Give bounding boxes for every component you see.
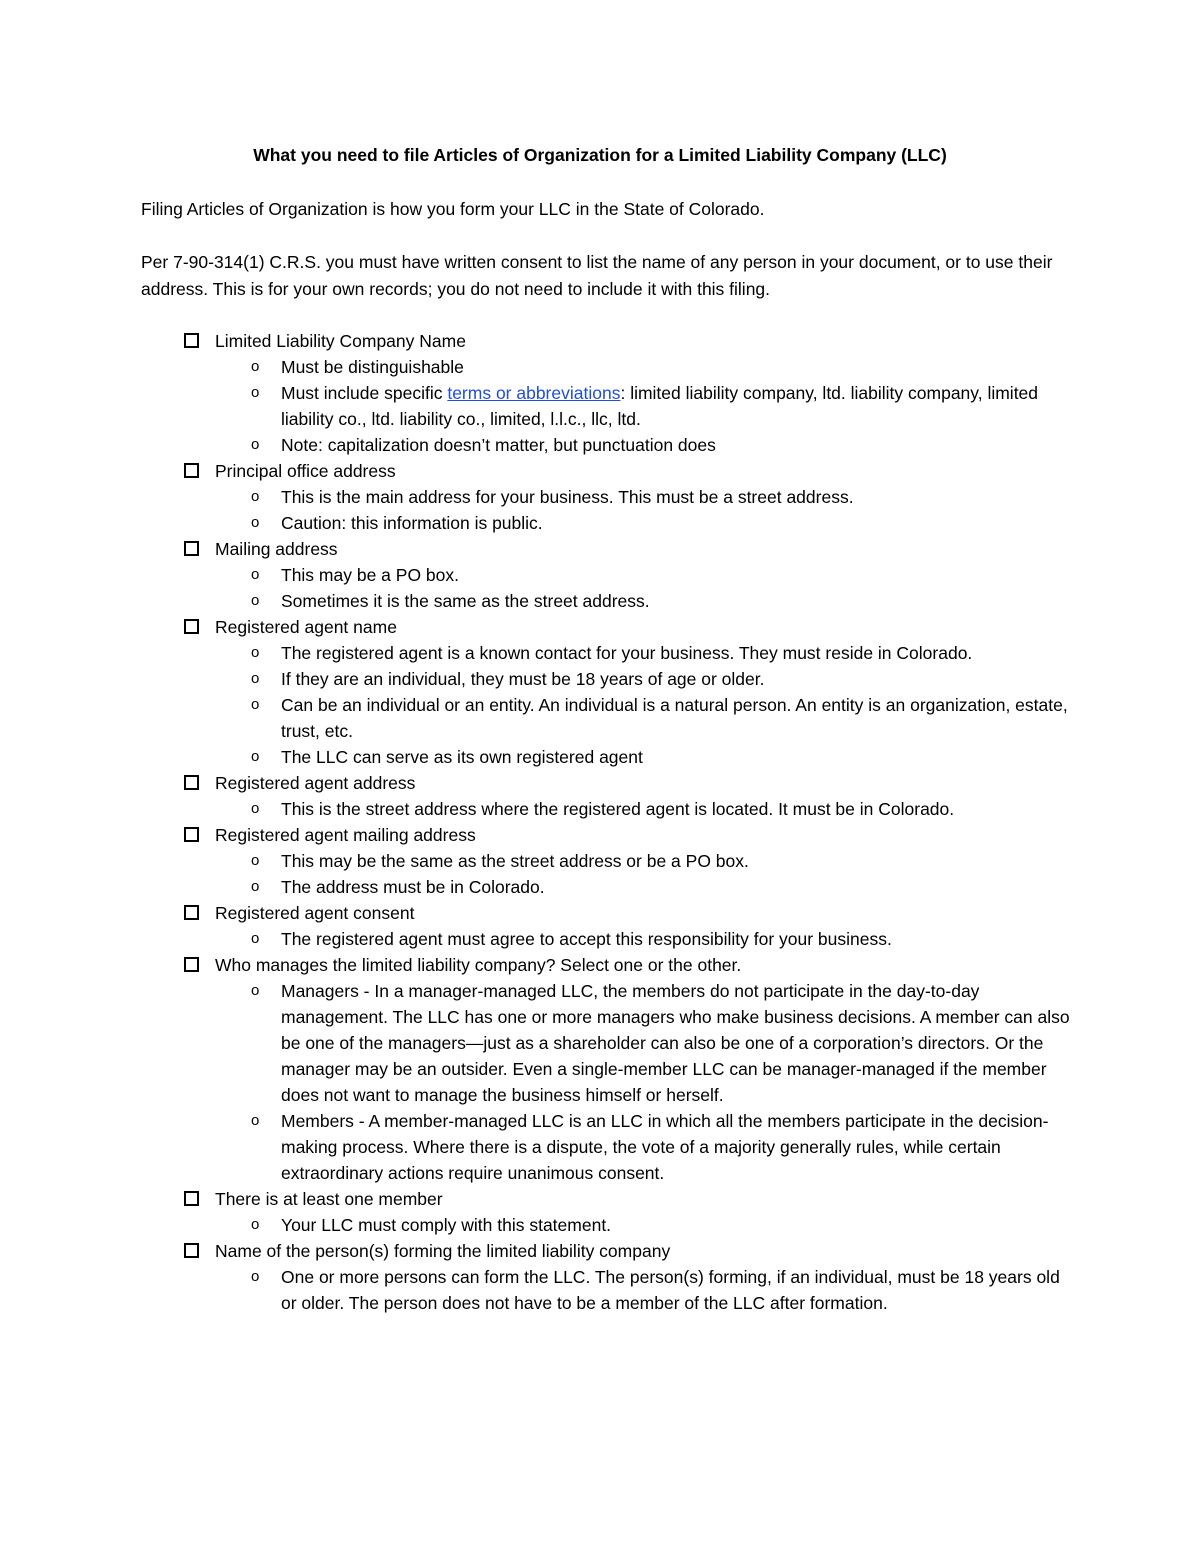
sub-list bbox=[215, 1212, 1071, 1238]
sub-list bbox=[215, 484, 1071, 536]
sub-list bbox=[215, 562, 1071, 614]
sub-item-text: Can be an individual or an entity. An individual is a natural person. An entity is an organization, estate, trust, etc. bbox=[281, 695, 1068, 741]
sub-list-item bbox=[215, 874, 1071, 900]
hollow-bullet-icon: o bbox=[251, 644, 260, 661]
checklist-item bbox=[141, 952, 1071, 1186]
checklist-item-label: Limited Liability Company Name bbox=[215, 331, 466, 351]
document-title: What you need to file Articles of Organization for a Limited Liability Company (LLC) bbox=[253, 145, 947, 165]
checkbox-icon[interactable] bbox=[184, 463, 199, 478]
intro-paragraph: Filing Articles of Organization is how you form your LLC in the State of Colorado. bbox=[141, 199, 765, 219]
hollow-bullet-icon: o bbox=[251, 358, 260, 375]
sub-item-text: One or more persons can form the LLC. The person(s) forming, if an individual, must be 18 years old or older. The person does not have to be a member of the LLC after formation. bbox=[281, 1267, 1060, 1313]
sub-list-item bbox=[215, 1108, 1071, 1186]
checkbox-icon[interactable] bbox=[184, 1243, 199, 1258]
sub-item-text: This is the main address for your business. This must be a street address. bbox=[281, 487, 854, 507]
sub-list bbox=[215, 640, 1071, 770]
checklist-item-label: Name of the person(s) forming the limited liability company bbox=[215, 1241, 671, 1261]
checkbox-icon[interactable] bbox=[184, 619, 199, 634]
sub-list bbox=[215, 926, 1071, 952]
sub-item-text: The registered agent is a known contact for your business. They must reside in Colorado. bbox=[281, 643, 973, 663]
sub-list-item bbox=[215, 1264, 1071, 1316]
hollow-bullet-icon: o bbox=[251, 696, 260, 713]
sub-list-item bbox=[215, 1212, 1071, 1238]
checklist-item-label: There is at least one member bbox=[215, 1189, 443, 1209]
checkbox-icon[interactable] bbox=[184, 541, 199, 556]
sub-list bbox=[215, 978, 1071, 1186]
sub-item-text: Must be distinguishable bbox=[281, 357, 464, 377]
sub-list-item bbox=[215, 666, 1071, 692]
sub-list-item bbox=[215, 354, 1071, 380]
sub-list-item bbox=[215, 796, 1071, 822]
sub-item-text: Must include specific bbox=[281, 383, 448, 403]
sub-item-text: The address must be in Colorado. bbox=[281, 877, 545, 897]
consent-note-paragraph: Per 7-90-314(1) C.R.S. you must have written consent to list the name of any person in your document, or to use their address. This is for your own records; you do not need to include it with this filing. bbox=[141, 252, 1053, 299]
checklist-item bbox=[141, 536, 1071, 614]
hollow-bullet-icon: o bbox=[251, 670, 260, 687]
checklist-item-label: Mailing address bbox=[215, 539, 338, 559]
checklist-item-label: Registered agent consent bbox=[215, 903, 415, 923]
checklist-item-label: Registered agent mailing address bbox=[215, 825, 476, 845]
checkbox-icon[interactable] bbox=[184, 957, 199, 972]
sub-list-item bbox=[215, 692, 1071, 744]
requirements-checklist bbox=[141, 328, 1071, 1316]
sub-item-text: This may be the same as the street address or be a PO box. bbox=[281, 851, 749, 871]
checklist-item bbox=[141, 614, 1071, 770]
checkbox-icon[interactable] bbox=[184, 827, 199, 842]
sub-item-text: The registered agent must agree to accept this responsibility for your business. bbox=[281, 929, 892, 949]
hollow-bullet-icon: o bbox=[251, 878, 260, 895]
sub-list-item bbox=[215, 744, 1071, 770]
checkbox-icon[interactable] bbox=[184, 775, 199, 790]
hollow-bullet-icon: o bbox=[251, 930, 260, 947]
checkbox-icon[interactable] bbox=[184, 1191, 199, 1206]
sub-list-item bbox=[215, 484, 1071, 510]
checklist-item-label: Who manages the limited liability company? Select one or the other. bbox=[215, 955, 742, 975]
sub-item-text: Note: capitalization doesn’t matter, but punctuation does bbox=[281, 435, 716, 455]
sub-list bbox=[215, 848, 1071, 900]
hollow-bullet-icon: o bbox=[251, 1268, 260, 1285]
sub-list-item bbox=[215, 562, 1071, 588]
hollow-bullet-icon: o bbox=[251, 566, 260, 583]
checklist-item bbox=[141, 822, 1071, 900]
hollow-bullet-icon: o bbox=[251, 1112, 260, 1129]
checklist-item-label: Principal office address bbox=[215, 461, 396, 481]
checklist-item bbox=[141, 458, 1071, 536]
hollow-bullet-icon: o bbox=[251, 514, 260, 531]
hollow-bullet-icon: o bbox=[251, 488, 260, 505]
checklist-item bbox=[141, 1238, 1071, 1316]
sub-item-text: If they are an individual, they must be 18 years of age or older. bbox=[281, 669, 765, 689]
sub-item-text: Caution: this information is public. bbox=[281, 513, 543, 533]
sub-list-item bbox=[215, 432, 1071, 458]
terms-abbreviations-link[interactable]: terms or abbreviations bbox=[447, 383, 621, 403]
checklist-item-label: Registered agent address bbox=[215, 773, 416, 793]
sub-item-text: Sometimes it is the same as the street address. bbox=[281, 591, 650, 611]
sub-list bbox=[215, 354, 1071, 458]
sub-list-item bbox=[215, 926, 1071, 952]
checkbox-icon[interactable] bbox=[184, 905, 199, 920]
checklist-item bbox=[141, 900, 1071, 952]
sub-item-text: : limited liability company, ltd. liability company, limited liability co., ltd. liability co., limited, l.l.c., llc, ltd. bbox=[281, 383, 1039, 429]
hollow-bullet-icon: o bbox=[251, 384, 260, 401]
hollow-bullet-icon: o bbox=[251, 748, 260, 765]
hollow-bullet-icon: o bbox=[251, 1216, 260, 1233]
sub-list-item bbox=[215, 588, 1071, 614]
sub-item-text: Managers - In a manager-managed LLC, the members do not participate in the day-to-day management. The LLC has one or more managers who make business decisions. A member can also be one of the managers—just as a shareholder can also be one of a corporation’s directors. Or the manager may be an outsider. Even a single-member LLC can be manager-managed if the member does not want to manage the business himself or herself. bbox=[281, 981, 1070, 1105]
checklist-item bbox=[141, 328, 1071, 458]
sub-list-item bbox=[215, 848, 1071, 874]
sub-item-text: This may be a PO box. bbox=[281, 565, 459, 585]
hollow-bullet-icon: o bbox=[251, 982, 260, 999]
checklist-item bbox=[141, 1186, 1071, 1238]
hollow-bullet-icon: o bbox=[251, 592, 260, 609]
sub-list-item bbox=[215, 380, 1071, 432]
sub-item-text: This is the street address where the registered agent is located. It must be in Colorado. bbox=[281, 799, 955, 819]
sub-item-text: Members - A member-managed LLC is an LLC in which all the members participate in the decision-making process. Where there is a dispute, the vote of a majority generally rules, while certain extraordinary actions require unanimous consent. bbox=[281, 1111, 1049, 1183]
sub-item-text: The LLC can serve as its own registered agent bbox=[281, 747, 643, 767]
sub-list-item bbox=[215, 978, 1071, 1108]
sub-list-item bbox=[215, 640, 1071, 666]
hollow-bullet-icon: o bbox=[251, 436, 260, 453]
checklist-item bbox=[141, 770, 1071, 822]
hollow-bullet-icon: o bbox=[251, 800, 260, 817]
sub-list-item bbox=[215, 510, 1071, 536]
hollow-bullet-icon: o bbox=[251, 852, 260, 869]
sub-list bbox=[215, 1264, 1071, 1316]
sub-list bbox=[215, 796, 1071, 822]
sub-item-text: Your LLC must comply with this statement. bbox=[281, 1215, 612, 1235]
checkbox-icon[interactable] bbox=[184, 333, 199, 348]
checklist-item-label: Registered agent name bbox=[215, 617, 397, 637]
